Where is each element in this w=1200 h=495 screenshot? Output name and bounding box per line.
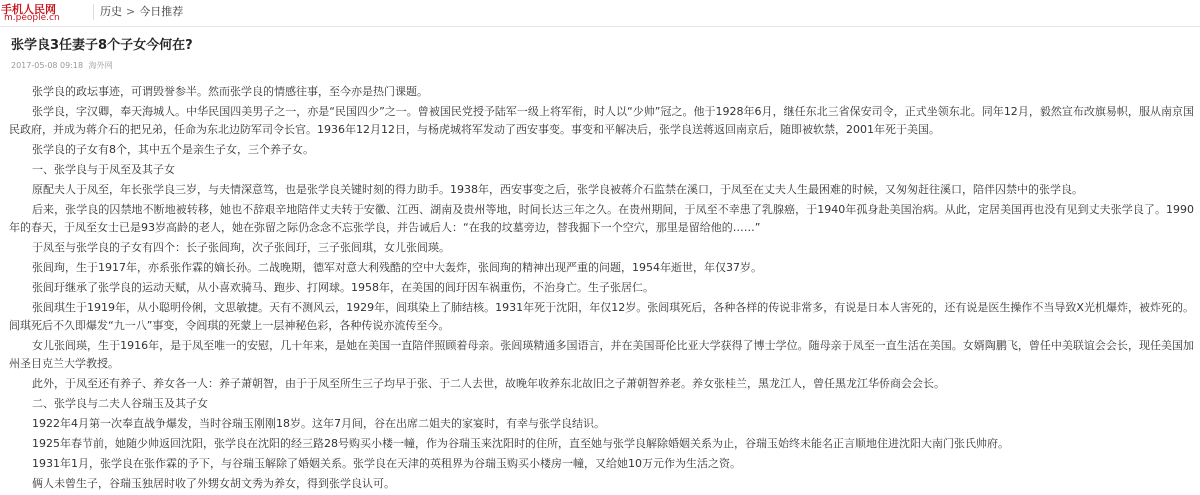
paragraph: 张学良，字汉卿，奉天海城人。中华民国四美男子之一，亦是“民国四少”之一。曾被国民党授予陆军一级上将军衔，时人以“少帅”冠之。他于1928年6月，继任东北三省保安司令，正式坐领东北。同年12月，毅然宣布改旗易帜，服从南京国民政府，并成为蒋介石的把兄弟，任命为东北边防军司令长官。1936年12月12日，与杨虎城将军发动了西安事变。事变和平解决后，张学良送蒋返回南京后，随即被软禁，2001年死于美国。 xyxy=(9,105,1194,136)
article-title: 张学良3任妻子8个子女今何在? xyxy=(11,38,193,53)
logo-url: m.people.cn xyxy=(4,13,60,23)
article-date: 2017-05-08 09:18 xyxy=(11,61,84,70)
logo-divider xyxy=(93,4,94,20)
paragraph: 于凤至与张学良的子女有四个：长子张闾珣，次子张闾玗，三子张闾琪，女儿张闾瑛。 xyxy=(32,241,450,254)
logo-text: 手机人民网 xyxy=(1,3,56,16)
paragraph: 张学良的政坛事迹，可谓毁誉参半。然而张学良的情感往事，至今亦是热门课题。 xyxy=(32,85,428,98)
paragraph: 1931年1月，张学良在张作霖的予下，与谷瑞玉解除了婚姻关系。张学良在天津的英租界为谷瑞玉购买小楼房一幢，又给她10万元作为生活之资。 xyxy=(32,457,741,470)
breadcrumb-separator: > xyxy=(126,5,136,18)
article-meta xyxy=(11,61,113,71)
section-heading: 二、张学良与二夫人谷瑞玉及其子女 xyxy=(32,397,208,410)
breadcrumb-today-link[interactable]: 今日推荐 xyxy=(139,5,184,18)
paragraph: 此外，于凤至还有养子、养女各一人：养子萧朝智，由于于凤至所生三子均早于张、于二人去世，故晚年收养东北故旧之子萧朝智养老。养女张桂兰，黑龙江人，曾任黑龙江华侨商会会长。 xyxy=(32,377,945,390)
section-heading: 一、张学良与于凤至及其子女 xyxy=(32,163,175,176)
paragraph: 1925年春节前，她随少帅返回沈阳，张学良在沈阳的经三路28号购买小楼一幢，作为谷瑞玉来沈阳时的住所，直至她与张学良解除婚姻关系为止，谷瑞玉始终未能名正言顺地住进沈阳大南门张氏帅府。 xyxy=(32,437,1009,450)
paragraph: 张闾珣，生于1917年，亦系张作霖的嫡长孙。二战晚期，德军对意大利残酷的空中大轰炸，张闾珣的精神出现严重的问题，1954年逝世，年仅37岁。 xyxy=(32,261,762,274)
breadcrumb xyxy=(100,5,183,19)
paragraph: 1922年4月第一次奉直战争爆发，当时谷瑞玉刚刚18岁。这年7月间，谷在出席二姐夫的家宴时，有幸与张学良结识。 xyxy=(32,417,605,430)
paragraph: 俩人未曾生子，谷瑞玉独居时收了外甥女胡文秀为养女，得到张学良认可。 xyxy=(32,477,395,490)
paragraph: 张闾琪生于1919年，从小聪明伶俐，文思敏捷。天有不测风云，1929年，闾琪染上了肺结核。1931年死于沈阳，年仅12岁。张闾琪死后，各种各样的传说非常多，有说是日本人害死的，还有说是医生操作不当导致X光机爆炸，被炸死的。闾琪死后不久即爆发“九一八”事变，令闾琪的死蒙上一层神秘色彩，各种传说亦流传至今。 xyxy=(9,301,1194,332)
top-bar xyxy=(0,0,1200,27)
article-source: 海外网 xyxy=(88,61,113,70)
paragraph: 张闾玗继承了张学良的运动天赋，从小喜欢骑马、跑步、打网球。1958年，在美国的闾玗因车祸重伤，不治身亡。生子张居仁。 xyxy=(32,281,654,294)
breadcrumb-history-link[interactable]: 历史 xyxy=(100,5,122,18)
paragraph: 张学良的子女有8个，其中五个是亲生子女，三个养子女。 xyxy=(32,143,314,156)
paragraph: 后来，张学良的囚禁地不断地被转移，她也不辞艰辛地陪伴丈夫转于安徽、江西、湖南及贵州等地，时间长达三年之久。在贵州期间，于凤至不幸患了乳腺癌，于1940年孤身赴美国治病。从此，定居美国再也没有见到丈夫张学良了。1990年的春天，于凤至女士已是93岁高龄的老人，她在弥留之际仍念念不忘张学良，并告诫后人：“在我的坟墓旁边，替我掘下一个空穴，那里是留给他的……” xyxy=(9,203,1194,234)
article-body xyxy=(9,83,1194,495)
paragraph: 原配夫人于凤至，年长张学良三岁，与夫情深意笃，也是张学良关键时刻的得力助手。1938年，西安事变之后，张学良被蒋介石监禁在溪口，于凤至在丈夫人生最困难的时候，又匆匆赶往溪口，陪伴囚禁中的张学良。 xyxy=(32,183,1083,196)
paragraph: 女儿张闾瑛，生于1916年，是于凤至唯一的安慰，几十年来，是她在美国一直陪伴照顾着母亲。张闾瑛精通多国语言，并在美国哥伦比亚大学获得了博士学位。随母亲于凤至一直生活在美国。女婿陶鹏飞，曾任中美联谊会会长，现任美国加州圣目克兰大学教授。 xyxy=(9,339,1194,370)
people-cn-logo[interactable] xyxy=(1,0,91,24)
